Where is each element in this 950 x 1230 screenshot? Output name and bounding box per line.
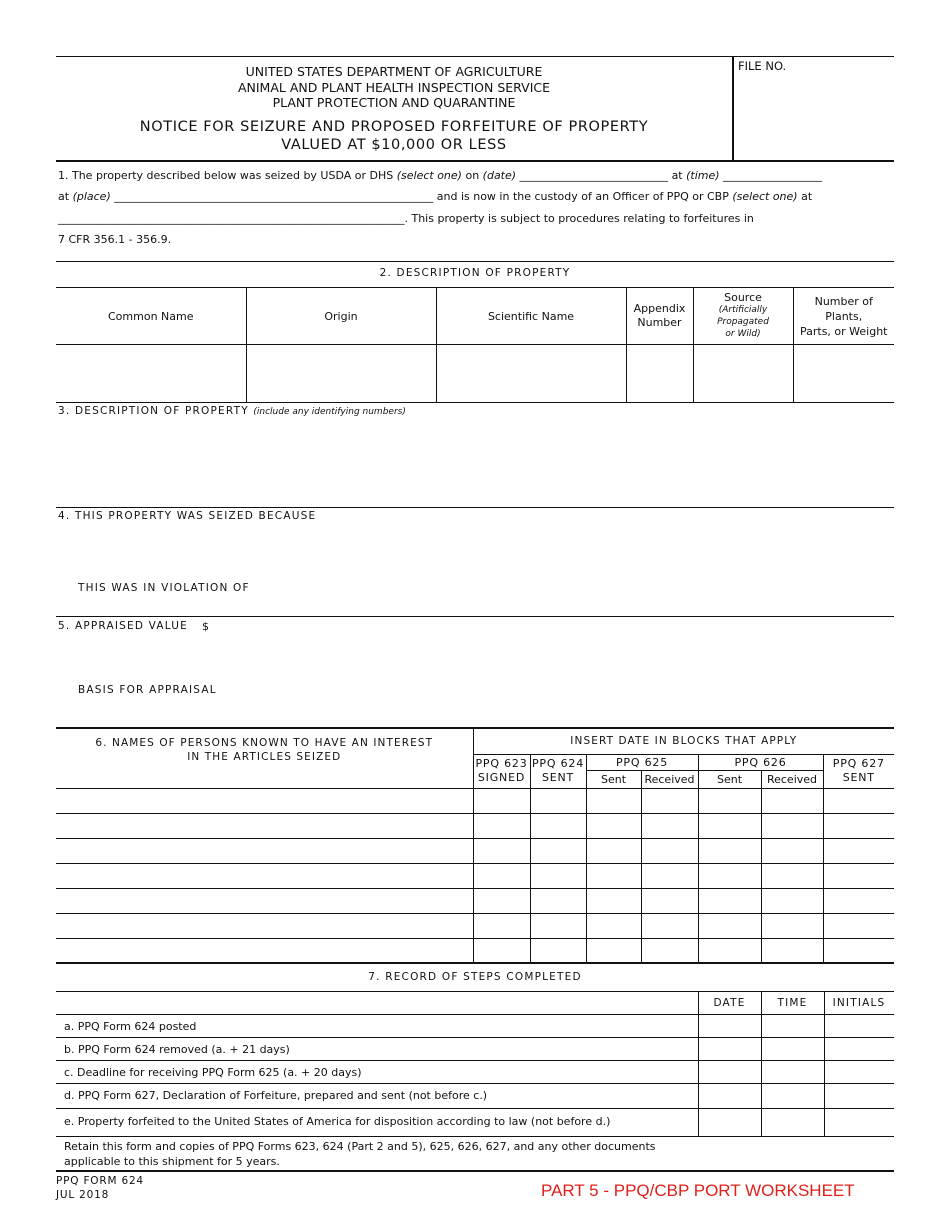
step-e-date-field[interactable] [699, 1109, 760, 1135]
date-cell[interactable] [641, 938, 698, 963]
violation-field[interactable] [260, 580, 890, 610]
file-no-field[interactable] [738, 78, 890, 156]
col-time: TIME [777, 997, 808, 1009]
s1-date-label: (date) [482, 169, 517, 182]
step-b-date-field[interactable] [699, 1038, 760, 1059]
section4-title: 4. THIS PROPERTY WAS SEIZED BECAUSE [58, 510, 317, 522]
section6-title-line-1: 6. NAMES OF PERSONS KNOWN TO HAVE AN INTEREST [95, 737, 434, 749]
header-bottom-border [56, 160, 894, 162]
person-name-cell[interactable] [56, 938, 473, 963]
step-d-date-field[interactable] [699, 1084, 760, 1107]
section3-bottom-border [56, 507, 894, 508]
step-c-label: c. Deadline for receiving PPQ Form 625 (a. + 20 days) [64, 1066, 362, 1079]
section3-description-field[interactable] [58, 422, 892, 504]
s1-text-b: on [461, 169, 483, 182]
person-name-cell[interactable] [56, 813, 473, 838]
table-row [56, 813, 894, 838]
date-cell[interactable] [530, 938, 586, 963]
s7-line-bottom [56, 1136, 894, 1137]
ppq623-line-2: SIGNED [477, 771, 526, 784]
part-label: PART 5 - PPQ/CBP PORT WORKSHEET [541, 1181, 855, 1200]
ppq624-line-1: PPQ 624 [531, 757, 585, 770]
date-cell[interactable] [698, 838, 761, 863]
origin-cell[interactable] [246, 345, 436, 403]
basis-label: BASIS FOR APPRAISAL [78, 684, 217, 696]
person-name-cell[interactable] [56, 863, 473, 888]
violation-label: THIS WAS IN VIOLATION OF [78, 582, 250, 594]
seized-because-field[interactable] [58, 528, 892, 576]
step-a-label: a. PPQ Form 624 posted [64, 1020, 197, 1033]
date-cell[interactable] [761, 888, 823, 913]
section6-title-line-2: IN THE ARTICLES SEIZED [187, 751, 342, 763]
date-cell[interactable] [698, 888, 761, 913]
section1-bottom-border [56, 261, 894, 262]
col-ppq625-received: Received [641, 770, 698, 788]
source-cell[interactable] [693, 345, 793, 403]
col-ppq626-received: Received [761, 770, 823, 788]
agency-line-3: PLANT PROTECTION AND QUARANTINE [272, 95, 516, 110]
retain-line-1: Retain this form and copies of PPQ Forms 623, 624 (Part 2 and 5), 625, 626, 627, and any other documents [64, 1140, 656, 1153]
form-id [56, 1174, 144, 1202]
date-cell[interactable] [698, 863, 761, 888]
date-cell[interactable] [530, 888, 586, 913]
step-d-initials-field[interactable] [825, 1084, 893, 1107]
col-ppq626: PPQ 626 [698, 754, 823, 770]
scientific-name-cell[interactable] [436, 345, 626, 403]
col-initials: INITIALS [832, 997, 886, 1009]
date-cell[interactable] [530, 863, 586, 888]
s1-place-label: (place) [72, 190, 111, 203]
s1-time-label: (time) [686, 169, 720, 182]
col-source-note-2: Propagated [717, 317, 769, 327]
col-source-note-1: (Artificially [718, 305, 768, 315]
col-appendix-line-1: Appendix [633, 302, 686, 315]
date-cell[interactable] [473, 938, 530, 963]
col-number-line-1: Number of [814, 294, 873, 308]
file-no-label: FILE NO. [738, 59, 787, 73]
date-cell[interactable] [823, 788, 894, 813]
date-cell[interactable] [586, 938, 641, 963]
date-cell[interactable] [530, 788, 586, 813]
s1-text-subject: . This property is subject to procedures relating to forfeitures in [404, 212, 754, 225]
col-number-of-plants [793, 288, 894, 345]
col-ppq623-signed [473, 754, 530, 788]
col-source-line: Source [724, 291, 762, 304]
col-ppq627-sent [823, 754, 894, 788]
step-d-label: d. PPQ Form 627, Declaration of Forfeiture, prepared and sent (not before c.) [64, 1089, 488, 1102]
date-cell[interactable] [473, 863, 530, 888]
person-name-cell[interactable] [56, 913, 473, 938]
section3-note: (include any identifying numbers) [253, 407, 406, 417]
form-title-line-2: VALUED AT $10,000 OR LESS [281, 137, 507, 153]
date-cell[interactable] [761, 863, 823, 888]
top-border [56, 56, 894, 57]
form-number: PPQ FORM 624 [56, 1175, 144, 1187]
date-cell[interactable] [530, 813, 586, 838]
table-row [56, 838, 894, 863]
date-cell[interactable] [823, 888, 894, 913]
col-ppq625: PPQ 625 [586, 754, 698, 770]
s1-text-c: at [671, 169, 687, 182]
retain-line-2: applicable to this shipment for 5 years. [64, 1155, 280, 1168]
step-b-label: b. PPQ Form 624 removed (a. + 21 days) [64, 1043, 290, 1056]
ppq624-line-2: SENT [541, 771, 575, 784]
common-name-cell[interactable] [56, 345, 246, 403]
s1-text-a: 1. The property described below was seized by USDA or DHS [58, 169, 397, 182]
date-cell[interactable] [823, 813, 894, 838]
agency-line-2: ANIMAL AND PLANT HEALTH INSPECTION SERVICE [237, 79, 551, 95]
step-b-time-field[interactable] [762, 1038, 823, 1059]
date-cell[interactable] [586, 888, 641, 913]
s1-select-one: (select one) [396, 169, 462, 182]
property-table [56, 287, 894, 403]
step-c-initials-field[interactable] [825, 1061, 893, 1082]
section1-line-1 [58, 169, 822, 182]
s1-text-at-2: at [797, 190, 813, 203]
section3-title [58, 405, 406, 417]
date-cell[interactable] [698, 813, 761, 838]
section7-title: 7. RECORD OF STEPS COMPLETED [368, 971, 582, 983]
date-cell[interactable] [530, 838, 586, 863]
date-cell[interactable] [761, 938, 823, 963]
date-cell[interactable] [586, 788, 641, 813]
step-c-date-field[interactable] [699, 1061, 760, 1082]
col-date: DATE [713, 997, 746, 1009]
date-cell[interactable] [473, 888, 530, 913]
col-appendix-line-2: Number [637, 316, 682, 329]
footer-top-border [56, 1170, 894, 1172]
table-row [56, 788, 894, 813]
person-name-cell[interactable] [56, 838, 473, 863]
step-a-date-field[interactable] [699, 1015, 760, 1036]
section1-line-4: 7 CFR 356.1 - 356.9. [58, 233, 172, 246]
col-ppq626-sent: Sent [698, 770, 761, 788]
date-cell[interactable] [473, 838, 530, 863]
number-of-plants-cell[interactable] [793, 345, 894, 403]
date-cell[interactable] [586, 838, 641, 863]
property-table-header [56, 288, 894, 345]
ppq627-line-1: PPQ 627 [832, 757, 885, 770]
custody-location-field[interactable]: _______________________________________________________________ [58, 212, 405, 225]
date-cell[interactable] [586, 863, 641, 888]
form-date: JUL 2018 [56, 1189, 110, 1201]
basis-for-appraisal-field[interactable] [230, 682, 890, 722]
date-cell[interactable] [823, 863, 894, 888]
col-appendix-number [626, 288, 693, 345]
col-origin: Origin [246, 288, 436, 345]
date-cell[interactable] [823, 938, 894, 963]
section5-title: 5. APPRAISED VALUE [58, 620, 189, 632]
date-cell[interactable] [761, 788, 823, 813]
table-row [56, 888, 894, 913]
col-scientific-name: Scientific Name [436, 288, 626, 345]
appraised-value-field[interactable] [214, 618, 514, 634]
section1-line-2 [58, 190, 812, 203]
form-title [56, 118, 732, 154]
date-cell[interactable] [641, 913, 698, 938]
ppq627-line-2: SENT [842, 771, 875, 784]
insert-date-header: INSERT DATE IN BLOCKS THAT APPLY [473, 728, 894, 754]
date-cell[interactable] [473, 788, 530, 813]
section1-line-3 [58, 212, 754, 225]
step-e-label: e. Property forfeited to the United States of America for disposition according to law (not before d.) [64, 1115, 611, 1128]
appendix-number-cell[interactable] [626, 345, 693, 403]
date-cell[interactable] [761, 838, 823, 863]
file-no-divider [732, 56, 734, 161]
names-of-persons-header [56, 728, 473, 788]
col-number-line-2: Plants, [825, 309, 863, 323]
s1-text-custody: and is now in the custody of an Officer of PPQ or CBP [433, 190, 733, 203]
agency-block [56, 64, 732, 111]
agency-line-1: UNITED STATES DEPARTMENT OF AGRICULTURE [245, 64, 543, 79]
form-title-line-1: NOTICE FOR SEIZURE AND PROPOSED FORFEITURE OF PROPERTY [139, 119, 649, 135]
step-e-time-field[interactable] [762, 1109, 823, 1135]
date-cell[interactable] [473, 913, 530, 938]
date-cell[interactable] [641, 888, 698, 913]
section2-title: 2. DESCRIPTION OF PROPERTY [379, 267, 571, 279]
col-common-name: Common Name [56, 288, 246, 345]
date-cell[interactable] [530, 913, 586, 938]
section4-bottom-border [56, 616, 894, 617]
step-c-time-field[interactable] [762, 1061, 823, 1082]
section3-title-text: 3. DESCRIPTION OF PROPERTY [58, 405, 254, 417]
retain-notice [64, 1139, 656, 1169]
s7-line-header-top [56, 991, 894, 992]
date-cell[interactable] [698, 788, 761, 813]
date-cell[interactable] [586, 913, 641, 938]
seizure-time-field[interactable]: __________________ [719, 169, 823, 182]
col-ppq624-sent [530, 754, 586, 788]
property-table-row [56, 345, 894, 403]
date-cell[interactable] [761, 913, 823, 938]
table-row [56, 913, 894, 938]
person-name-cell[interactable] [56, 788, 473, 813]
step-b-initials-field[interactable] [825, 1038, 893, 1059]
table-row [56, 863, 894, 888]
col-ppq625-sent: Sent [586, 770, 641, 788]
seizure-place-field[interactable]: __________________________________________________________ [110, 190, 434, 203]
date-cell[interactable] [823, 913, 894, 938]
date-cell[interactable] [761, 813, 823, 838]
date-cell[interactable] [698, 938, 761, 963]
table-row [56, 938, 894, 963]
s1-select-one-2: (select one) [732, 190, 798, 203]
interested-persons-table [56, 728, 894, 964]
step-a-initials-field[interactable] [825, 1015, 893, 1036]
date-cell[interactable] [698, 913, 761, 938]
col-source-note-3: or Wild) [725, 329, 761, 339]
ppq623-line-1: PPQ 623 [475, 757, 528, 770]
col-number-line-3: Parts, or Weight [799, 324, 888, 338]
step-a-time-field[interactable] [762, 1015, 823, 1036]
date-cell[interactable] [641, 863, 698, 888]
insert-date-header-row [56, 728, 894, 754]
step-d-time-field[interactable] [762, 1084, 823, 1107]
seizure-date-field[interactable]: ___________________________ [516, 169, 672, 182]
col-source [693, 288, 793, 345]
date-cell[interactable] [823, 838, 894, 863]
date-cell[interactable] [641, 838, 698, 863]
step-e-initials-field[interactable] [825, 1109, 893, 1135]
date-cell[interactable] [641, 788, 698, 813]
date-cell[interactable] [473, 813, 530, 838]
s1-text-at: at [58, 190, 73, 203]
date-cell[interactable] [586, 813, 641, 838]
date-cell[interactable] [641, 813, 698, 838]
dollar-sign: $ [202, 620, 209, 633]
person-name-cell[interactable] [56, 888, 473, 913]
